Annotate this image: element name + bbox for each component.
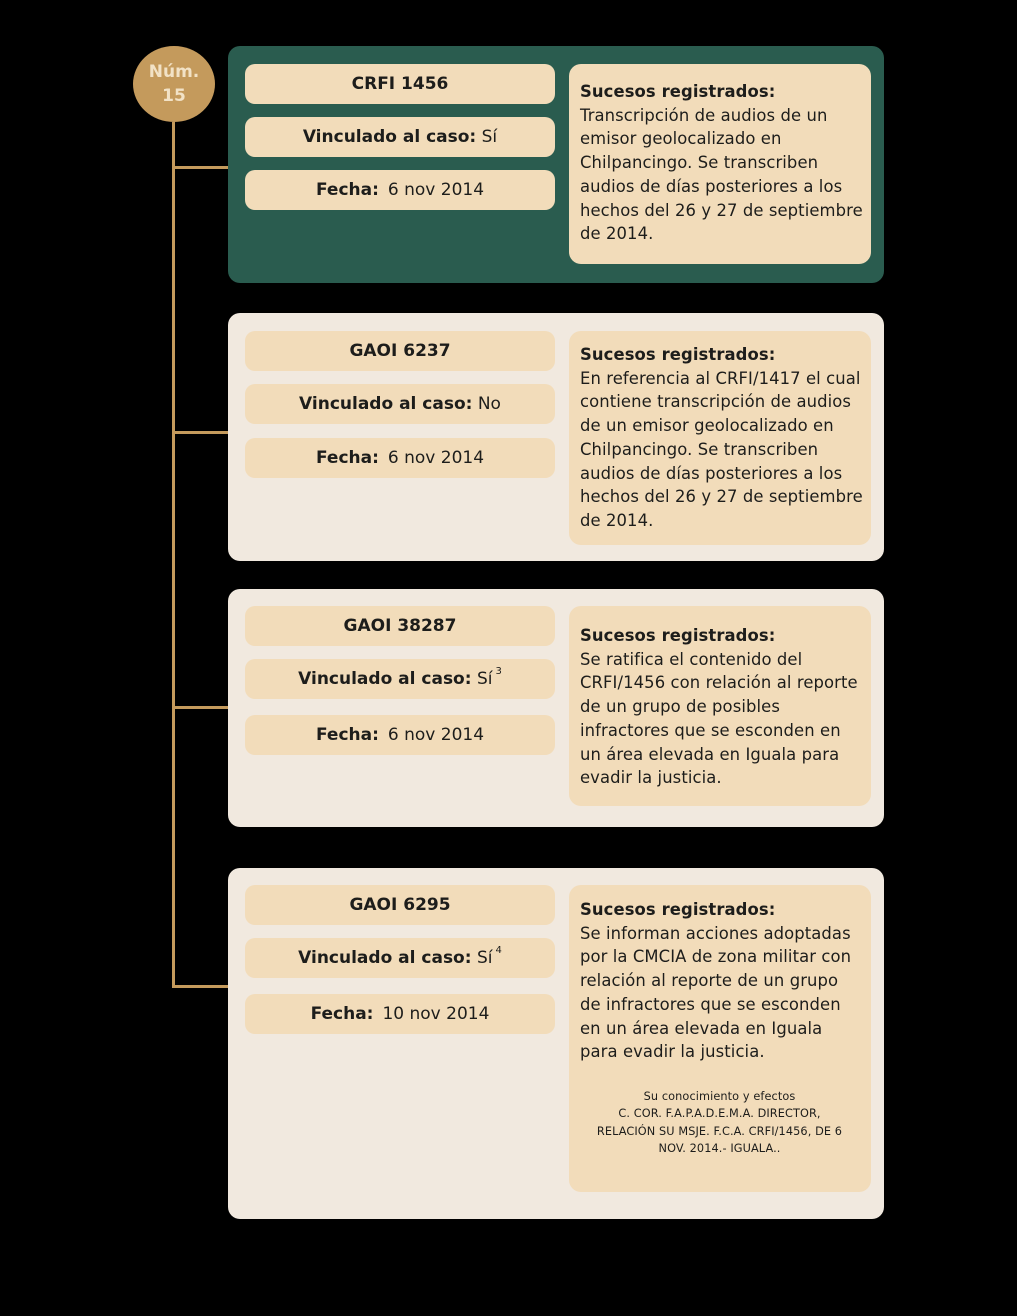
events-heading: Sucesos registrados: <box>580 345 776 364</box>
linked-pill <box>245 938 555 978</box>
record-id-pill <box>245 64 555 104</box>
events-text: En referencia al CRFI/1417 el cual contiene transcripción de audios de un emisor geolocalizado en Chilpancingo. Se transcriben audios de días posteriores a los hechos del 26 y 27 de septiembre de 2014. <box>580 368 863 530</box>
date-value: 10 nov 2014 <box>382 1004 490 1024</box>
events-heading: Sucesos registrados: <box>580 626 776 645</box>
record-card-crfi-1456 <box>228 46 884 283</box>
badge-label: Núm. <box>148 62 200 82</box>
linked-value: Sí <box>481 127 498 147</box>
timeline-branch-3 <box>172 706 230 709</box>
timeline-branch-2 <box>172 431 230 434</box>
record-card-gaoi-6237 <box>228 313 884 561</box>
date-pill <box>245 438 555 478</box>
timeline-branch-4 <box>172 985 230 988</box>
linked-pill <box>245 659 555 699</box>
record-id: GAOI 6295 <box>349 895 451 915</box>
record-id-pill <box>245 331 555 371</box>
linked-value: Sí <box>476 669 493 689</box>
date-value: 6 nov 2014 <box>387 725 485 745</box>
events-box <box>569 64 871 264</box>
record-id: CRFI 1456 <box>351 74 449 94</box>
distribution-note <box>580 1088 863 1158</box>
record-card-gaoi-38287 <box>228 589 884 827</box>
note-line: Su conocimiento y efectos <box>643 1089 796 1103</box>
linked-label: Vinculado al caso: <box>298 669 472 689</box>
events-text: Se ratifica el contenido del CRFI/1456 con relación al reporte de un grupo de posibles infractores que se esconden en un área elevada en Iguala para evadir la justicia. <box>580 649 858 788</box>
date-value: 6 nov 2014 <box>387 180 485 200</box>
record-card-gaoi-6295 <box>228 868 884 1219</box>
note-line: RELACIÓN SU MSJE. F.C.A. CRFI/1456, DE 6 <box>596 1124 843 1138</box>
date-label: Fecha: <box>315 448 379 468</box>
linked-value: No <box>477 394 501 414</box>
linked-label: Vinculado al caso: <box>302 127 477 147</box>
date-label: Fecha: <box>310 1004 374 1024</box>
events-heading: Sucesos registrados: <box>580 82 776 101</box>
record-number-badge <box>133 46 215 122</box>
timeline-branch-1 <box>172 166 230 169</box>
events-box <box>569 331 871 545</box>
events-box <box>569 885 871 1192</box>
record-id: GAOI 6237 <box>349 341 451 361</box>
record-id-pill <box>245 885 555 925</box>
date-label: Fecha: <box>315 180 379 200</box>
timeline-connector <box>172 122 175 988</box>
record-id-pill <box>245 606 555 646</box>
note-line: C. COR. F.A.P.A.D.E.M.A. DIRECTOR, <box>618 1107 821 1121</box>
linked-label: Vinculado al caso: <box>298 948 472 968</box>
linked-value: Sí <box>476 948 493 968</box>
events-box <box>569 606 871 806</box>
events-text: Transcripción de audios de un emisor geolocalizado en Chilpancingo. Se transcriben audios de días posteriores a los hechos del 26 y 27 de septiembre de 2014. <box>580 105 863 244</box>
footnote-marker: 3 <box>495 665 502 677</box>
date-pill <box>245 170 555 210</box>
events-heading: Sucesos registrados: <box>580 900 776 919</box>
date-pill <box>245 994 555 1034</box>
linked-pill <box>245 117 555 157</box>
badge-number: 15 <box>162 86 186 106</box>
linked-label: Vinculado al caso: <box>299 394 473 414</box>
record-id: GAOI 38287 <box>343 616 457 636</box>
footnote-marker: 4 <box>495 944 502 956</box>
events-text: Se informan acciones adoptadas por la CMCIA de zona militar con relación al reporte de un grupo de infractores que se esconden en un área elevada en Iguala para evadir la justicia. <box>580 923 852 1062</box>
linked-pill <box>245 384 555 424</box>
date-value: 6 nov 2014 <box>387 448 485 468</box>
note-line: NOV. 2014.- IGUALA.. <box>658 1142 781 1156</box>
date-pill <box>245 715 555 755</box>
date-label: Fecha: <box>315 725 379 745</box>
